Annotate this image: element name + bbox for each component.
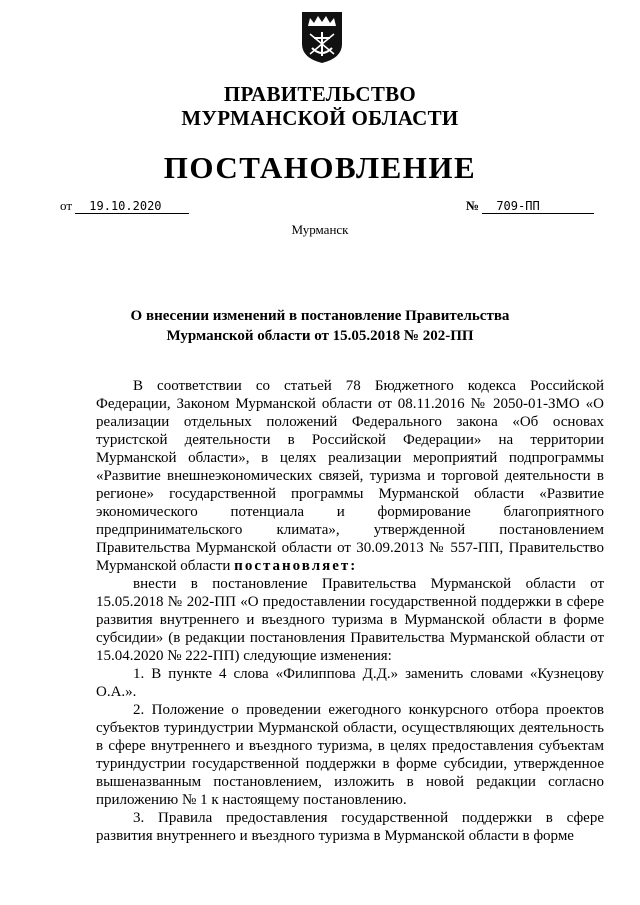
- paragraph-amend-intro: внести в постановление Правительства Мурманской области от 15.05.2018 № 202-ПП «О предоставлении государственной поддержки в сфере развития внутреннего и въездного туризма в Мурманской области в форме субсидии» (в редакции постановления Правительства Мурманской области от 15.04.2020 № 222-ПП) следующие изменения:: [96, 576, 604, 664]
- date-prefix: от: [60, 198, 73, 213]
- document-type-heading: ПОСТАНОВЛЕНИЕ: [163, 150, 477, 185]
- paragraph-item-2: 2. Положение о проведении ежегодного конкурсного отбора проектов субъектов туриндустрии Мурманской области, осуществляющих деятельность в сфере внутреннего и въездного туризма, в целях предоставления субъектам туриндустрии государственной поддержки в форме субсидии, утвержденное вышеназванным постановлением, изложить в новой редакции согласно приложению № 1 к настоящему постановлению.: [96, 702, 604, 808]
- document-body: [96, 377, 604, 845]
- date-field: 19.10.2020: [75, 199, 189, 214]
- city-name: Мурманск: [291, 222, 349, 237]
- date-row: [60, 198, 189, 214]
- number-prefix: №: [466, 198, 480, 213]
- paragraph-item-1: 1. В пункте 4 слова «Филиппова Д.Д.» заменить словами «Кузнецову О.А.».: [96, 666, 604, 700]
- preamble-text: В соответствии со статьей 78 Бюджетного кодекса Российской Федерации, Законом Мурманской области от 08.11.2016 № 2050-01-ЗМО «О реализации отдельных положений Федерального закона «Об основах туристской деятельности в Российской Федерации» на территории Мурманской области», в целях реализации мероприятий подпрограммы «Развитие внешнеэкономических связей, туризма и торговой деятельности в регионе» государственной программы Мурманской области «Развитие экономического потенциала и формирование благоприятного предпринимательского климата», утвержденной постановлением Правительства Мурманской области от 30.09.2013 № 557-ПП, Правительство Мурманской области: [96, 378, 604, 574]
- resolves-word: постановляет:: [234, 558, 358, 574]
- coat-of-arms-emblem: [300, 10, 344, 64]
- title-line1: О внесении изменений в постановление Правительства: [130, 308, 510, 324]
- government-name-line1: ПРАВИТЕЛЬСТВО: [223, 82, 417, 106]
- paragraph-preamble: [96, 377, 604, 575]
- document-title: [0, 306, 640, 346]
- paragraph-item-3: 3. Правила предоставления государственной поддержки в сфере развития внутреннего и въездного туризма в Мурманской области в форме: [96, 810, 604, 844]
- government-name-line2: МУРМАНСКОЙ ОБЛАСТИ: [181, 106, 459, 130]
- document-number-field: 709-ПП: [482, 199, 594, 214]
- number-row: [466, 198, 594, 214]
- title-line2: Мурманской области от 15.05.2018 № 202-ПП: [166, 328, 474, 344]
